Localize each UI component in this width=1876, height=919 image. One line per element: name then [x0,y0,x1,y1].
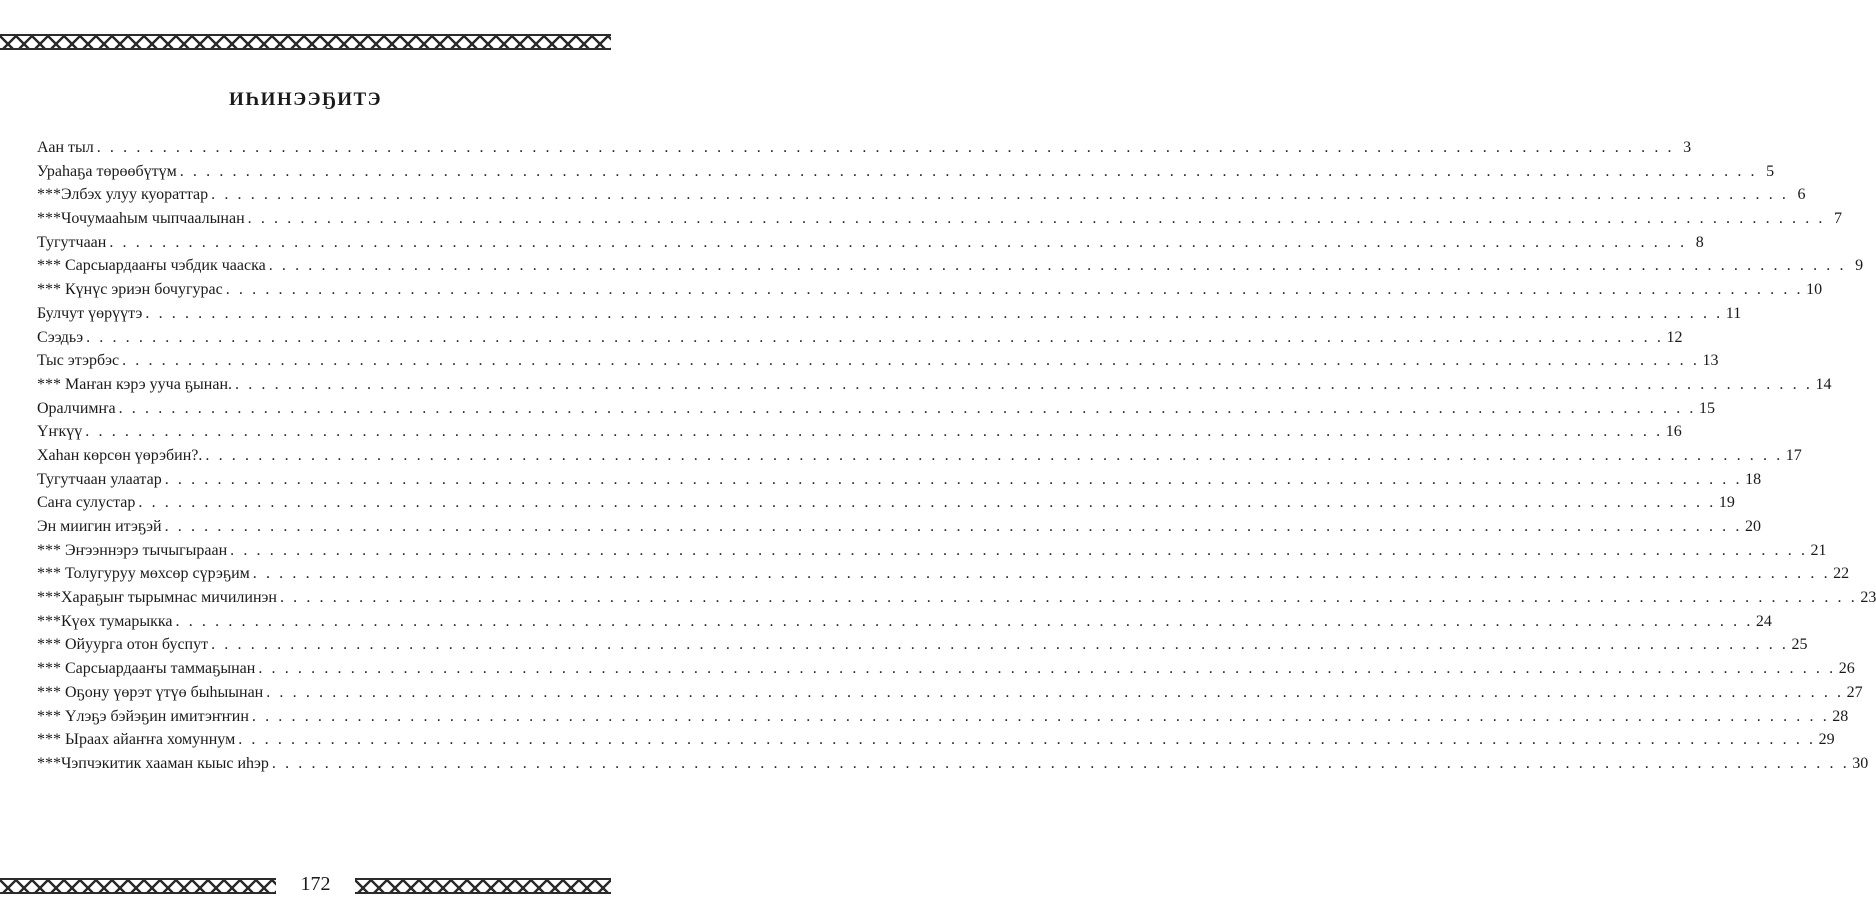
diamond-pattern-border-icon [0,34,611,50]
toc-entry [37,397,1715,421]
toc-entry [37,207,1843,231]
toc-entry-page: 7 [1834,210,1843,228]
diamond-pattern-border-icon [0,878,276,894]
toc-entry [37,302,1742,326]
toc-entry [37,586,1876,610]
toc-entry-title: *** Сарсыардааҥы таммаҕынан [37,660,256,678]
toc-entry-title: Саҥа сулустар [37,494,136,512]
toc-entry-title: ***Элбэх улуу куораттар [37,186,209,204]
dot-leader: . . . . . . . . . . . . . . . . . . . . . . . . . . . . . . . . . . . . . . . . . . . . . . . . . . . . . . . . . . . . . . . . . . . . . . . . . . . . . . . . . . . . . . . . . . . . . . . . . . . . . . . . . . . . . . . . . . . . . . . . [175,612,1753,630]
toc-entry [37,183,1806,207]
dot-leader: . . . . . . . . . . . . . . . . . . . . . . . . . . . . . . . . . . . . . . . . . . . . . . . . . . . . . . . . . . . . . . . . . . . . . . . . . . . . . . . . . . . . . . . . . . . . . . . . . . . . . . . . . . . . . . . . . . . . . . . . [96,139,1675,156]
toc-entry [37,278,1823,302]
toc-entry [37,231,1704,255]
page-title: ИҺИНЭЭҔИТЭ [228,89,383,110]
toc-entry-title: ***Чэпчэкитик хааман кыыс иһэр [37,754,269,772]
toc-entry-page: 12 [1666,328,1683,346]
toc-entry-title: ***Хараҕыҥ тырымнас мичилинэн [37,589,277,607]
toc-entry-page: 18 [1745,470,1762,488]
toc-entry-title: Тыс этэрбэс [37,352,120,370]
toc-entry [37,752,1869,776]
toc-entry-page: 17 [1785,446,1802,464]
dot-leader: . . . . . . . . . . . . . . . . . . . . . . . . . . . . . . . . . . . . . . . . . . . . . . . . . . . . . . . . . . . . . . . . . . . . . . . . . . . . . . . . . . . . . . . . . . . . . . . . . . . . . . . . . . . . . . . . . . . . . . . . [205,446,1783,464]
table-of-contents [37,136,1876,776]
dot-leader: . . . . . . . . . . . . . . . . . . . . . . . . . . . . . . . . . . . . . . . . . . . . . . . . . . . . . . . . . . . . . . . . . . . . . . . . . . . . . . . . . . . . . . . . . . . . . . . . . . . . . . . . . . . . . . . . . . . . . . . . [164,470,1743,488]
toc-entry-title: Хаһан көрсөн үөрэбин?. [37,446,203,464]
dot-leader: . . . . . . . . . . . . . . . . . . . . . . . . . . . . . . . . . . . . . . . . . . . . . . . . . . . . . . . . . . . . . . . . . . . . . . . . . . . . . . . . . . . . . . . . . . . . . . . . . . . . . . . . . . . . . . . . . . . . . . . . [179,162,1758,180]
toc-entry-title: *** Күнүс эриэн бочугурас [37,281,223,299]
toc-entry [37,515,1761,539]
toc-entry-page: 21 [1810,541,1827,559]
toc-entry-page: 13 [1702,352,1719,370]
toc-entry-title: Сээдьэ [37,328,84,346]
dot-leader: . . . . . . . . . . . . . . . . . . . . . . . . . . . . . . . . . . . . . . . . . . . . . . . . . . . . . . . . . . . . . . . . . . . . . . . . . . . . . . . . . . . . . . . . . . . . . . . . . . . . . . . . . . . . . . . . . . . . . . . . [251,707,1830,725]
toc-entry-page: 30 [1852,754,1869,772]
toc-entry-title: Оралчимҥа [37,399,116,417]
toc-entry [37,633,1808,657]
toc-entry-title: *** Ыраах айаҥҥа хомуннум [37,731,236,749]
toc-entry-title: Булчут үөрүүтэ [37,304,143,322]
dot-leader: . . . . . . . . . . . . . . . . . . . . . . . . . . . . . . . . . . . . . . . . . . . . . . . . . . . . . . . . . . . . . . . . . . . . . . . . . . . . . . . . . . . . . . . . . . . . . . . . . . . . . . . . . . . . . . . . . . . . . . . . [230,541,1808,559]
toc-entry-title: Үҥкүү [37,423,83,441]
toc-entry [37,420,1682,444]
dot-leader: . . . . . . . . . . . . . . . . . . . . . . . . . . . . . . . . . . . . . . . . . . . . . . . . . . . . . . . . . . . . . . . . . . . . . . . . . . . . . . . . . . . . . . . . . . . . . . . . . . . . . . . . . . . . . . . . . . . . . . . . [211,186,1789,204]
toc-entry-page: 23 [1860,589,1876,607]
toc-entry-page: 19 [1718,494,1735,512]
toc-entry-title: Тугутчаан [37,233,107,251]
toc-entry [37,468,1762,492]
dot-leader: . . . . . . . . . . . . . . . . . . . . . . . . . . . . . . . . . . . . . . . . . . . . . . . . . . . . . . . . . . . . . . . . . . . . . . . . . . . . . . . . . . . . . . . . . . . . . . . . . . . . . . . . . . . . . . . . . . . . . . . . [279,589,1858,607]
dot-leader: . . . . . . . . . . . . . . . . . . . . . . . . . . . . . . . . . . . . . . . . . . . . . . . . . . . . . . . . . . . . . . . . . . . . . . . . . . . . . . . . . . . . . . . . . . . . . . . . . . . . . . . . . . . . . . . . . . . . . . . . [118,399,1696,417]
toc-entry-title: ***Күөх тумарыкка [37,612,173,630]
dot-leader: . . . . . . . . . . . . . . . . . . . . . . . . . . . . . . . . . . . . . . . . . . . . . . . . . . . . . . . . . . . . . . . . . . . . . . . . . . . . . . . . . . . . . . . . . . . . . . . . . . . . . . . . . . . . . . . . . . . . . . . . [235,375,1813,393]
dot-leader: . . . . . . . . . . . . . . . . . . . . . . . . . . . . . . . . . . . . . . . . . . . . . . . . . . . . . . . . . . . . . . . . . . . . . . . . . . . . . . . . . . . . . . . . . . . . . . . . . . . . . . . . . . . . . . . . . . . . . . . . [238,731,1816,749]
dot-leader: . . . . . . . . . . . . . . . . . . . . . . . . . . . . . . . . . . . . . . . . . . . . . . . . . . . . . . . . . . . . . . . . . . . . . . . . . . . . . . . . . . . . . . . . . . . . . . . . . . . . . . . . . . . . . . . . . . . . . . . . [271,754,1850,772]
toc-entry [37,444,1802,468]
toc-entry-title: ***Чочумааһым чыпчаалынан [37,210,245,228]
toc-entry [37,610,1772,634]
toc-entry [37,562,1850,586]
toc-entry-title: *** Оҕону үөрэт үтүө быһыынан [37,683,264,701]
toc-entry-title: Ураһаҕа төрөөбүтүм [37,162,177,180]
toc-entry [37,705,1849,729]
toc-entry [37,373,1832,397]
toc-entry-title: *** Сарсыардааҥы чэбдик чааска [37,257,266,275]
toc-entry-page: 24 [1755,612,1772,630]
toc-entry-page: 3 [1683,139,1692,156]
dot-leader: . . . . . . . . . . . . . . . . . . . . . . . . . . . . . . . . . . . . . . . . . . . . . . . . . . . . . . . . . . . . . . . . . . . . . . . . . . . . . . . . . . . . . . . . . . . . . . . . . . . . . . . . . . . . . . . . . . . . . . . . [252,565,1831,583]
dot-leader: . . . . . . . . . . . . . . . . . . . . . . . . . . . . . . . . . . . . . . . . . . . . . . . . . . . . . . . . . . . . . . . . . . . . . . . . . . . . . . . . . . . . . . . . . . . . . . . . . . . . . . . . . . . . . . . . . . . . . . . . [85,423,1663,441]
dot-leader: . . . . . . . . . . . . . . . . . . . . . . . . . . . . . . . . . . . . . . . . . . . . . . . . . . . . . . . . . . . . . . . . . . . . . . . . . . . . . . . . . . . . . . . . . . . . . . . . . . . . . . . . . . . . . . . . . . . . . . . . [266,683,1844,701]
diamond-pattern-border-icon [355,878,611,894]
toc-entry-title: Тугутчаан улаатар [37,470,162,488]
dot-leader: . . . . . . . . . . . . . . . . . . . . . . . . . . . . . . . . . . . . . . . . . . . . . . . . . . . . . . . . . . . . . . . . . . . . . . . . . . . . . . . . . . . . . . . . . . . . . . . . . . . . . . . . . . . . . . . . . . . . . . . . [211,636,1789,654]
toc-entry-title: *** Толугуруу мөхсөр сүрэҕим [37,565,250,583]
dot-leader: . . . . . . . . . . . . . . . . . . . . . . . . . . . . . . . . . . . . . . . . . . . . . . . . . . . . . . . . . . . . . . . . . . . . . . . . . . . . . . . . . . . . . . . . . . . . . . . . . . . . . . . . . . . . . . . . . . . . . . . . [268,257,1847,275]
toc-entry-page: 5 [1766,162,1775,180]
toc-entry-title: *** Эҥээннэрэ тычыгыраан [37,541,228,559]
toc-entry [37,681,1863,705]
toc-entry-title: *** Үлэҕэ бэйэҕин имитэҥҥин [37,707,249,725]
dot-leader: . . . . . . . . . . . . . . . . . . . . . . . . . . . . . . . . . . . . . . . . . . . . . . . . . . . . . . . . . . . . . . . . . . . . . . . . . . . . . . . . . . . . . . . . . . . . . . . . . . . . . . . . . . . . . . . . . . . . . . . . [86,328,1664,346]
toc-entry-page: 8 [1695,233,1704,251]
toc-entry-title: Эн миигин итэҕэй [37,518,162,535]
toc-entry [37,539,1827,563]
toc-entry-page: 11 [1725,304,1742,322]
dot-leader: . . . . . . . . . . . . . . . . . . . . . . . . . . . . . . . . . . . . . . . . . . . . . . . . . . . . . . . . . . . . . . . . . . . . . . . . . . . . . . . . . . . . . . . . . . . . . . . . . . . . . . . . . . . . . . . . . . . . . . . . [258,660,1836,678]
dot-leader: . . . . . . . . . . . . . . . . . . . . . . . . . . . . . . . . . . . . . . . . . . . . . . . . . . . . . . . . . . . . . . . . . . . . . . . . . . . . . . . . . . . . . . . . . . . . . . . . . . . . . . . . . . . . . . . . . . . . . . . . [225,281,1804,299]
toc-entry-page: 22 [1833,565,1850,583]
toc-entry-page: 9 [1855,257,1864,275]
toc-entry-page: 15 [1699,399,1715,417]
toc-entry-page: 25 [1791,636,1808,654]
toc-entry-page: 6 [1797,186,1806,204]
toc-entry-page: 14 [1815,375,1832,393]
toc-entry [37,160,1775,184]
toc-entry [37,254,1864,278]
toc-entry-page: 28 [1832,707,1849,725]
toc-entry-page: 27 [1846,683,1863,701]
toc-entry-page: 16 [1665,423,1682,441]
dot-leader: . . . . . . . . . . . . . . . . . . . . . . . . . . . . . . . . . . . . . . . . . . . . . . . . . . . . . . . . . . . . . . . . . . . . . . . . . . . . . . . . . . . . . . . . . . . . . . . . . . . . . . . . . . . . . . . . . . . . . . . . [145,304,1723,322]
toc-entry [37,326,1683,350]
toc-entry-page: 20 [1744,518,1761,535]
dot-leader: . . . . . . . . . . . . . . . . . . . . . . . . . . . . . . . . . . . . . . . . . . . . . . . . . . . . . . . . . . . . . . . . . . . . . . . . . . . . . . . . . . . . . . . . . . . . . . . . . . . . . . . . . . . . . . . . . . . . . . . . [138,494,1716,512]
page-number: 172 [300,873,331,895]
toc-entry [37,136,1692,160]
toc-entry-page: 10 [1806,281,1823,299]
toc-entry [37,657,1855,681]
dot-leader: . . . . . . . . . . . . . . . . . . . . . . . . . . . . . . . . . . . . . . . . . . . . . . . . . . . . . . . . . . . . . . . . . . . . . . . . . . . . . . . . . . . . . . . . . . . . . . . . . . . . . . . . . . . . . . . . . . . . . . . . [109,233,1687,251]
toc-entry-title: Аан тыл [37,139,94,156]
toc-entry-title: *** Ойуурга отон буспут [37,636,209,654]
toc-entry-page: 29 [1818,731,1835,749]
dot-leader: . . . . . . . . . . . . . . . . . . . . . . . . . . . . . . . . . . . . . . . . . . . . . . . . . . . . . . . . . . . . . . . . . . . . . . . . . . . . . . . . . . . . . . . . . . . . . . . . . . . . . . . . . . . . . . . . . . . . . . . . [164,518,1742,535]
toc-entry [37,728,1835,752]
toc-entry [37,491,1735,515]
toc-entry-page: 26 [1838,660,1855,678]
toc-entry [37,349,1719,373]
dot-leader: . . . . . . . . . . . . . . . . . . . . . . . . . . . . . . . . . . . . . . . . . . . . . . . . . . . . . . . . . . . . . . . . . . . . . . . . . . . . . . . . . . . . . . . . . . . . . . . . . . . . . . . . . . . . . . . . . . . . . . . . [247,210,1826,228]
dot-leader: . . . . . . . . . . . . . . . . . . . . . . . . . . . . . . . . . . . . . . . . . . . . . . . . . . . . . . . . . . . . . . . . . . . . . . . . . . . . . . . . . . . . . . . . . . . . . . . . . . . . . . . . . . . . . . . . . . . . . . . . [122,352,1700,370]
toc-entry-title: *** Маҥан кэрэ ууча ҕынан. [37,375,233,393]
